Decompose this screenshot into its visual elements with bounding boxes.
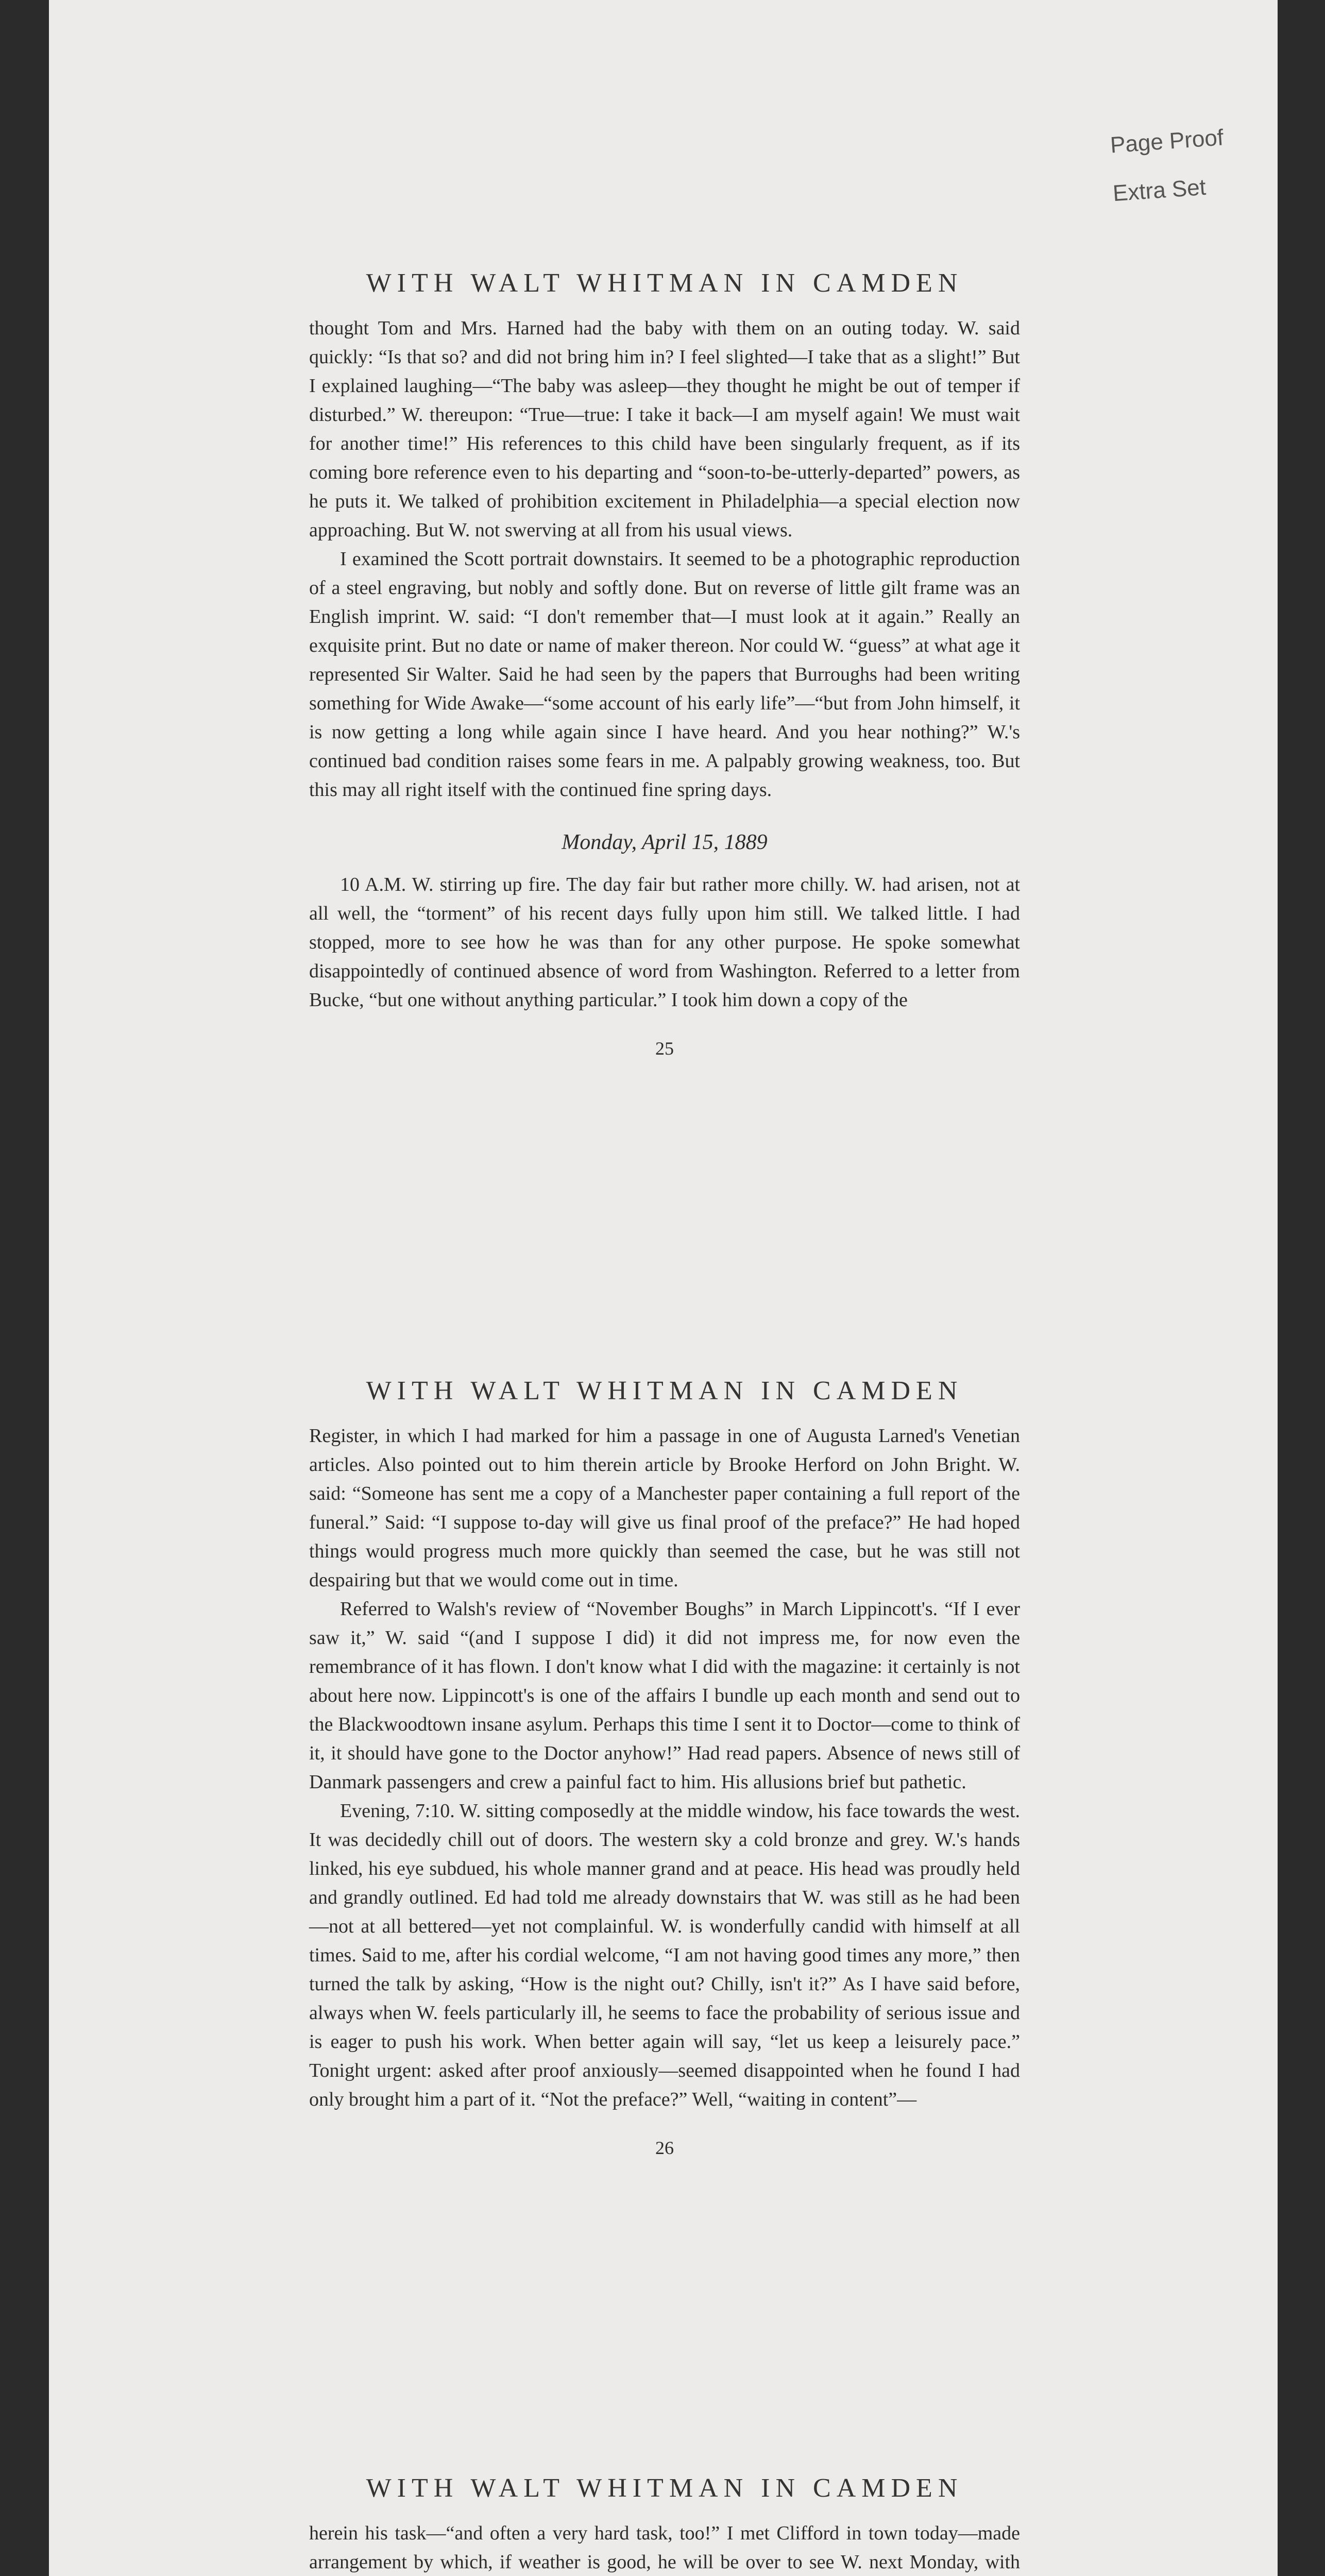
- paragraph: I examined the Scott portrait downstairs. It seemed to be a photographic reproduction of a steel engraving, but nobly and softly done. But on reverse of little gilt frame was an English imprint. W. said: “I don't remember that—I must look at it again.” Really an exquisite print. But no date or name of maker thereon. Nor could W. “guess” at what age it represented Sir Walter. Said he had seen by the papers that Burroughs had been writing something for Wide Awake—“some account of his early life”—“but from John himself, it is now getting a long while again since I have heard. And you hear nothing?” W.'s continued bad condition raises some fears in me. A palpably growing weakness, too. But this may all right itself with the continued fine spring days.: [309, 548, 1020, 801]
- paragraph: [309, 870, 1020, 1014]
- dateline: Monday, April 15, 1889: [562, 831, 768, 854]
- running-head: WITH WALT WHITMAN IN CAMDEN: [366, 1376, 963, 1405]
- page-number: 26: [655, 2138, 674, 2158]
- paragraph: thought Tom and Mrs. Harned had the baby with them on an outing today. W. said quickly: “Is that so? and did not bring him in? I feel slighted—I take that as a slight!” But I explained laughing—“The baby was asleep—they thought he might be out of temper if disturbed.” W. thereupon: “True—true: I take it back—I am myself again! We must wait for another time!” His references to this child have been singularly frequent, as if its coming bore reference even to his departing and “soon-to-be-utterly-departed” powers, as he puts it. We talked of prohibition excitement in Philadelphia—a special election now approaching. But W. not swerving at all from his usual views.: [309, 317, 1020, 541]
- page-proof-stamp: Page Proof: [1109, 125, 1225, 158]
- paragraph: Referred to Walsh's review of “November Boughs” in March Lippincott's. “If I ever saw it,” W. said “(and I suppose I did) it did not impress me, for now even the remembrance of it has flown. I don't know what I did with the magazine: it certainly is not about here now. Lippincott's is one of the affairs I bundle up each month and send out to the Blackwoodtown insane asylum. Perhaps this time I sent it to Doctor—come to think of it, it should have gone to the Doctor anyhow!” Had read papers. Absence of news still of Danmark passengers and crew a painful fact to him. His allusions brief but pathetic.: [309, 1598, 1020, 1793]
- paragraph-text: W. stirring up fire. The day fair but rather more chilly. W. had arisen, not at all well, the “torment” of his recent days fully upon him still. We talked little. I had stopped, more to see how he was than for any other purpose. He spoke somewhat disappointedly of continued absence of word from Washington. Referred to a letter from Bucke, “but one without anything particular.” I took him down a copy of the: [309, 874, 1020, 1011]
- page-26: [309, 1376, 1020, 2159]
- running-head: WITH WALT WHITMAN IN CAMDEN: [366, 268, 963, 298]
- paragraph: herein his task—“and often a very hard task, too!” I met Clifford in town today—made arrangement by which, if weather is good, he will be over to see W. next Monday, with: [309, 2522, 1020, 2573]
- page-27: [309, 2473, 1020, 2576]
- running-head: WITH WALT WHITMAN IN CAMDEN: [366, 2473, 963, 2503]
- paragraph: Register, in which I had marked for him a passage in one of Augusta Larned's Venetian articles. Also pointed out to him therein article by Brooke Herford on John Bright. W. said: “Someone has sent me a copy of a Manchester paper containing a full report of the funeral.” Said: “I suppose to-day will give us final proof of the preface?” He had hoped things would progress much more quickly than seemed the case, but he was still not despairing but that we would come out in time.: [309, 1425, 1020, 1591]
- extra-set-stamp: Extra Set: [1112, 174, 1207, 207]
- paragraph: Evening, 7:10. W. sitting composedly at the middle window, his face towards the west. It was decidedly chill out of doors. The western sky a cold bronze and grey. W.'s hands linked, his eye subdued, his whole manner grand and at peace. His head was proudly held and grandly outlined. Ed had told me already downstairs that W. was still as he had been—not at all bettered—yet not complainful. W. is wonderfully candid with himself at all times. Said to me, after his cordial welcome, “I am not having good times any more,” then turned the talk by asking, “How is the night out? Chilly, isn't it?” As I have said before, always when W. feels particularly ill, he seems to face the probability of serious issue and is eager to push his work. When better again will say, “let us keep a leisurely pace.” Tonight urgent: asked after proof anxiously—seemed disappointed when he found I had only brought him a part of it. “Not the preface?” Well, “waiting in content”—: [309, 1800, 1020, 2110]
- page-number: 25: [655, 1038, 674, 1059]
- page-25: [309, 268, 1020, 1059]
- time-stamp: 10 A.M.: [340, 874, 406, 895]
